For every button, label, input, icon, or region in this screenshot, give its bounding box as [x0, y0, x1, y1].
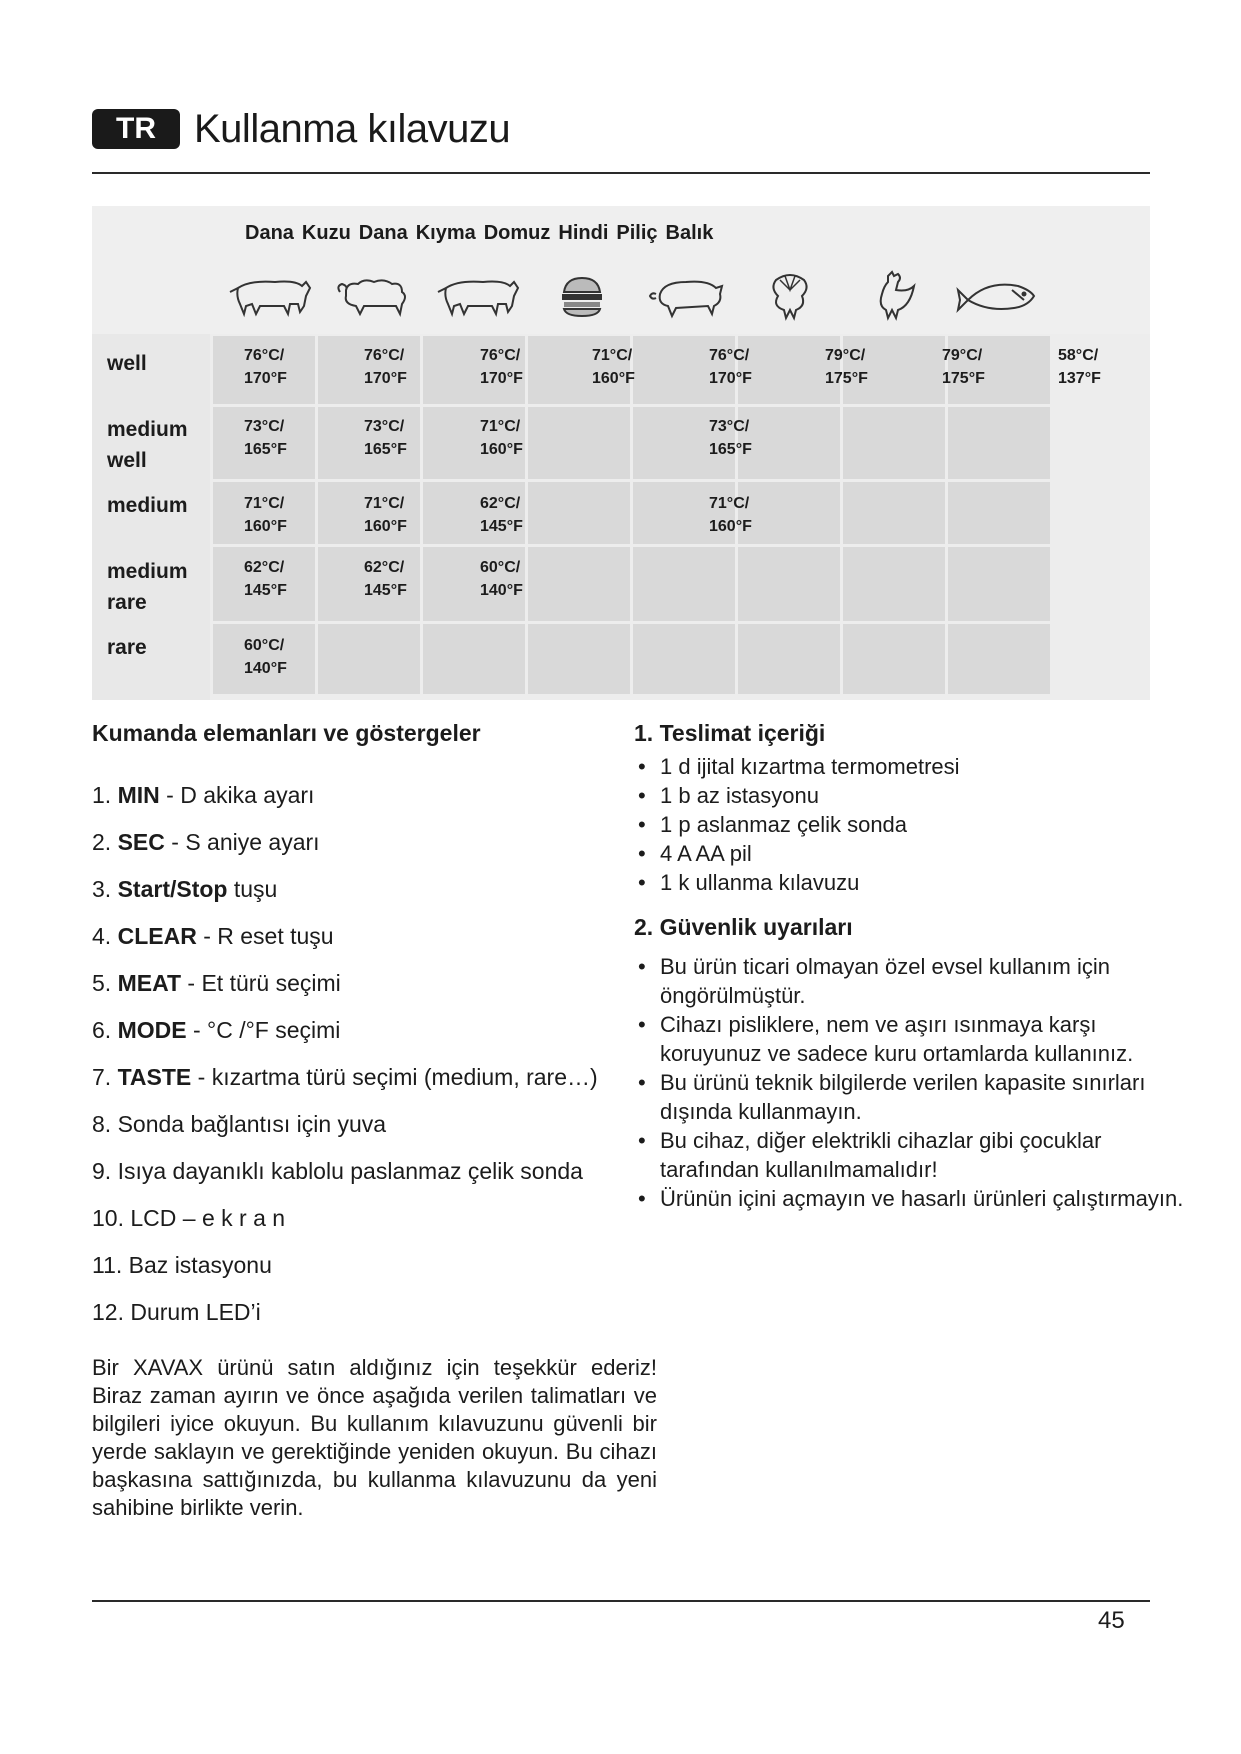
- table-cell: [528, 482, 630, 544]
- list-item: 8. Sonda bağlantısı için yuva: [92, 1111, 387, 1137]
- temp-value: 73°C/ 165°F: [244, 418, 287, 458]
- meat-name: Dana: [245, 222, 294, 244]
- list-item: • 1 k ullanma kılavuzu: [634, 868, 960, 897]
- cow-icon: [428, 266, 528, 326]
- list-item: 9. Isıya dayanıklı kablolu paslanmaz çelik sonda: [92, 1158, 583, 1184]
- table-cell: [843, 482, 945, 544]
- list-item: 11. Baz istasyonu: [92, 1252, 272, 1278]
- table-cell: [528, 407, 630, 479]
- doneness-label: medium rare: [107, 560, 188, 614]
- meat-name: Kuzu: [301, 222, 351, 244]
- list-item: 2. SEC - S aniye ayarı: [92, 829, 320, 855]
- table-cell: [843, 624, 945, 694]
- temp-value: 71°C/ 160°F: [592, 347, 635, 387]
- table-cell: [528, 624, 630, 694]
- table-cell: [948, 407, 1050, 479]
- temp-value: 71°C/ 160°F: [244, 495, 287, 535]
- meat-name: Dana: [358, 222, 408, 244]
- safety-title: 2. Güvenlik uyarıları: [634, 914, 853, 940]
- list-item: • Bu ürün ticari olmayan özel evsel kullanım için öngörülmüştür.: [634, 952, 1194, 1010]
- meat-name: Piliç: [616, 222, 658, 244]
- header-divider: [92, 172, 1150, 174]
- temp-value: 58°C/ 137°F: [1058, 347, 1101, 387]
- table-cell: [633, 547, 735, 621]
- delivery-list: [634, 752, 960, 897]
- list-item: • 1 b az istasyonu: [634, 781, 960, 810]
- temp-value: 71°C/ 160°F: [709, 495, 752, 535]
- temp-value: 73°C/ 165°F: [709, 418, 752, 458]
- table-cell: [528, 547, 630, 621]
- table-cell: [318, 624, 420, 694]
- temp-value: 76°C/ 170°F: [709, 347, 752, 387]
- temp-value: 60°C/ 140°F: [244, 637, 287, 677]
- safety-list: [634, 952, 1194, 1213]
- list-item: 6. MODE - °C /°F seçimi: [92, 1017, 341, 1043]
- list-item: 1. MIN - D akika ayarı: [92, 782, 315, 808]
- meat-name: Hindi: [558, 222, 609, 244]
- table-cell: [633, 624, 735, 694]
- temp-value: 71°C/ 160°F: [364, 495, 407, 535]
- list-item: • 1 p aslanmaz çelik sonda: [634, 810, 960, 839]
- table-cell: [948, 547, 1050, 621]
- list-item: • Cihazı pisliklere, nem ve aşırı ısınmaya karşı koruyunuz ve sadece kuru ortamlarda kullanınız.: [634, 1010, 1194, 1068]
- temp-value: 79°C/ 175°F: [825, 347, 868, 387]
- burger-icon: [532, 266, 632, 326]
- page-header: [92, 104, 510, 154]
- temp-value: 76°C/ 170°F: [364, 347, 407, 387]
- cow-icon: [220, 266, 320, 326]
- temp-value: 76°C/ 170°F: [244, 347, 287, 387]
- delivery-title: 1. Teslimat içeriği: [634, 720, 826, 746]
- temp-value: 79°C/ 175°F: [942, 347, 985, 387]
- temp-value: 62°C/ 145°F: [364, 559, 407, 599]
- turkey-icon: [740, 266, 840, 326]
- doneness-label: well: [107, 352, 147, 375]
- list-item: 4. CLEAR - R eset tuşu: [92, 923, 334, 949]
- table-cell: [948, 624, 1050, 694]
- table-cell: [738, 624, 840, 694]
- page-number: 45: [1098, 1607, 1125, 1634]
- footer-divider: [92, 1600, 1150, 1602]
- fish-icon: [948, 266, 1048, 326]
- list-item: • Ürünün içini açmayın ve hasarlı ürünleri çalıştırmayın.: [634, 1184, 1194, 1213]
- list-item: • 4 A AA pil: [634, 839, 960, 868]
- temp-value: 60°C/ 140°F: [480, 559, 523, 599]
- intro-paragraph: Bir XAVAX ürünü satın aldığınız için teşekkür ederiz! Biraz zaman ayırın ve önce aşağıda verilen talimatları ve bilgileri iyice okuyun. Bu kullanım kılavuzunu güvenli bir yerde saklayın ve gerektiğinde yeniden okuyun. Bu cihazı başkasına sattığınızda, bu kullanma kılavuzunu da yeni sahibine birlikte verin.: [92, 1355, 657, 1520]
- temp-value: 76°C/ 170°F: [480, 347, 523, 387]
- controls-list: [92, 772, 598, 1336]
- list-item: • Bu ürünü teknik bilgilerde verilen kapasite sınırları dışında kullanmayın.: [634, 1068, 1194, 1126]
- list-item: 7. TASTE - kızartma türü seçimi (medium, rare…): [92, 1064, 598, 1090]
- list-item: • Bu cihaz, diğer elektrikli cihazlar gibi çocuklar tarafından kullanılmamalıdır!: [634, 1126, 1194, 1184]
- doneness-label: medium: [107, 494, 188, 517]
- page-title: Kullanma kılavuzu: [194, 106, 511, 151]
- table-cell: [843, 547, 945, 621]
- table-cell: [738, 547, 840, 621]
- list-item: • 1 d ijital kızartma termometresi: [634, 752, 960, 781]
- temperature-table: [92, 206, 1150, 700]
- table-cell: [843, 407, 945, 479]
- list-item: 12. Durum LED’i: [92, 1299, 261, 1325]
- table-cell: [948, 482, 1050, 544]
- language-badge: TR: [92, 109, 180, 149]
- chicken-icon: [844, 266, 944, 326]
- meat-name: Domuz: [483, 222, 551, 244]
- lamb-icon: [324, 266, 424, 326]
- temp-value: 73°C/ 165°F: [364, 418, 407, 458]
- table-cell: [423, 624, 525, 694]
- controls-title: Kumanda elemanları ve göstergeler: [92, 720, 481, 746]
- meat-name: Kıyma: [415, 222, 476, 244]
- list-item: 3. Start/Stop tuşu: [92, 876, 278, 902]
- doneness-label: rare: [107, 636, 147, 659]
- temp-value: 71°C/ 160°F: [480, 418, 523, 458]
- list-item: 5. MEAT - Et türü seçimi: [92, 970, 341, 996]
- meat-names-row: [245, 222, 721, 245]
- list-item: 10. LCD – e k r a n: [92, 1205, 286, 1231]
- meat-name: Balık: [665, 222, 714, 244]
- pig-icon: [636, 266, 736, 326]
- doneness-label: medium well: [107, 418, 188, 472]
- temp-value: 62°C/ 145°F: [480, 495, 523, 535]
- temp-value: 62°C/ 145°F: [244, 559, 287, 599]
